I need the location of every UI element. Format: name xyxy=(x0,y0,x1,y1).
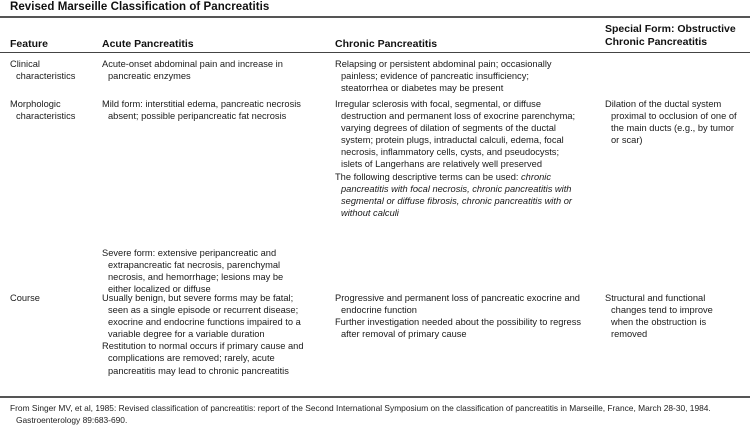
row-course-acute xyxy=(102,292,314,377)
terms-intro: The following descriptive terms can be used: xyxy=(335,171,522,182)
row-course-chronic xyxy=(335,292,581,340)
feature-label: Course xyxy=(10,293,40,303)
acute-mild-form-text: Mild form: interstitial edema, pancreatic necrosis absent; possible peripancreatic fat necrosis xyxy=(102,99,301,122)
chronic-morphology-text: Irregular sclerosis with focal, segmental, or diffuse destruction and permanent loss of exocrine parenchyma; varying degrees of dilation of segments of the ductal system; protein plugs, intraductal calculi, edema, focal necrosis, inflammatory cells, cysts, and pseudocysts; islets of Langerhans are relatively well preserved xyxy=(335,99,576,170)
top-rule xyxy=(0,16,750,18)
acute-course-text-2: Restitution to normal occurs if primary cause and complications are removed; rarely, acute pancreatitis may lead to chronic pancreatitis xyxy=(102,341,304,376)
header-acute: Acute Pancreatitis xyxy=(102,38,194,50)
row-clinical-chronic xyxy=(335,58,575,94)
row-clinical-acute xyxy=(102,58,302,82)
acute-course-text-1: Usually benign, but severe forms may be fatal; seen as a single episode or recurrent disease; exocrine and endocrine functions impaired to a variable degree for a variable duration xyxy=(102,293,301,340)
row-morphologic-chronic xyxy=(335,98,581,219)
footnote: From Singer MV, et al, 1985: Revised classification of pancreatitis: report of the Second International Symposium on the classification of pancreatitis in Marseille, France, March 28-30, 1984. Gastroenterology 89:683-690. xyxy=(10,403,711,425)
table-title: Revised Marseille Classification of Pancreatitis xyxy=(10,1,270,13)
chronic-descriptive-terms xyxy=(335,171,581,219)
row-clinical-feature xyxy=(10,58,92,82)
header-chronic: Chronic Pancreatitis xyxy=(335,38,438,50)
acute-severe-form-text: Severe form: extensive peripancreatic and extrapancreatic fat necrosis, parenchymal necrosis, and hemorrhage; lesions may be either localized or diffuse xyxy=(102,248,284,295)
row-morphologic-acute-severe xyxy=(102,247,302,295)
terms-italic: chronic pancreatitis with focal necrosis, chronic pancreatitis with segmental or diffuse fibrosis, chronic pancreatitis with or without calculi xyxy=(341,171,572,218)
row-course-feature xyxy=(10,292,92,304)
special-course-text: Structural and functional changes tend to improve when the obstruction is removed xyxy=(605,293,713,340)
row-morphologic-feature xyxy=(10,98,92,122)
header-special-line1: Special Form: Obstructive xyxy=(605,23,736,35)
feature-label: Morphologic characteristics xyxy=(10,99,76,122)
row-morphologic-special xyxy=(605,98,743,146)
chronic-course-text-2: Further investigation needed about the possibility to regress after removal of primary cause xyxy=(335,317,581,340)
acute-text: Acute-onset abdominal pain and increase in pancreatic enzymes xyxy=(102,59,283,82)
special-text: Dilation of the ductal system proximal to occlusion of one of the main ducts (e.g., by tumor or scar) xyxy=(605,99,737,146)
header-special-line2: Chronic Pancreatitis xyxy=(605,36,708,48)
chronic-text: Relapsing or persistent abdominal pain; occasionally painless; evidence of pancreatic insufficiency; steatorrhea or diabetes may be present xyxy=(335,59,552,94)
header-special xyxy=(605,23,745,49)
row-morphologic-acute-mild xyxy=(102,98,302,122)
chronic-course-text-1: Progressive and permanent loss of pancreatic exocrine and endocrine function xyxy=(335,293,580,316)
feature-label: Clinical characteristics xyxy=(10,59,76,82)
bottom-rule xyxy=(0,396,750,398)
header-rule xyxy=(0,52,750,53)
header-feature: Feature xyxy=(10,38,48,50)
row-course-special xyxy=(605,292,725,340)
